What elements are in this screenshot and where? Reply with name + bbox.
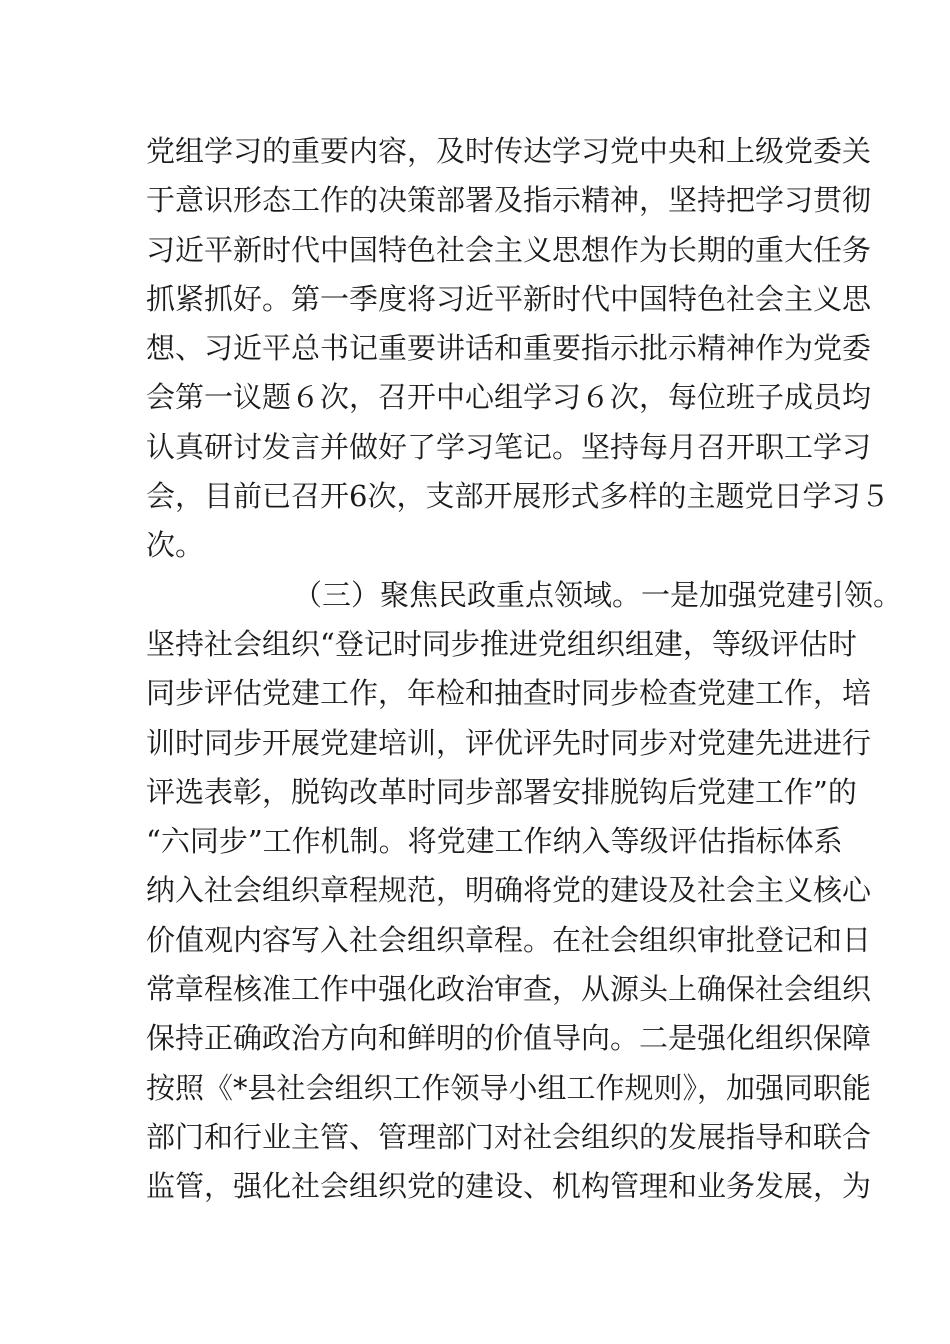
- section-heading-line: （三）聚焦民政重点领域。一是加强党建引领。: [293, 577, 903, 612]
- text-line: 训时同步开展党建培训，评优评先时同步对党建先进进行: [146, 725, 872, 760]
- text-line: 价值观内容写入社会组织章程。在社会组织审批登记和日: [146, 922, 872, 957]
- text-line: 会，目前已召开6次，支部开展形式多样的主题党日学习５: [146, 479, 890, 514]
- text-line: 同步评估党建工作，年检和抽查时同步检查党建工作，培: [146, 676, 872, 711]
- text-line: 按照《*县社会组织工作领导小组工作规则》，加强同职能: [146, 1070, 872, 1105]
- paragraph-section-three: [146, 571, 903, 1212]
- text-line: 于意识形态工作的决策部署及指示精神，坚持把学习贯彻: [146, 183, 872, 218]
- text-line: 常章程核准工作中强化政治审查，从源头上确保社会组织: [146, 972, 872, 1007]
- text-line: 党组学习的重要内容，及时传达学习党中央和上级党委关: [146, 134, 872, 168]
- text-line: “六同步”工作机制。将党建工作纳入等级评估指标体系: [146, 824, 843, 859]
- text-line: 抓紧抓好。第一季度将习近平新时代中国特色社会主义思: [146, 281, 872, 316]
- text-line: 坚持社会组织“登记时同步推进党组织组建，等级评估时: [146, 626, 857, 661]
- paragraph-study-summary: [146, 127, 890, 571]
- text-line: 评选表彰，脱钩改革时同步部署安排脱钩后党建工作”的: [146, 774, 857, 809]
- text-line: 认真研讨发言并做好了学习笔记。坚持每月召开职工学习: [146, 429, 872, 464]
- text-line: 次。: [146, 528, 205, 563]
- text-line: 想、习近平总书记重要讲话和重要指示批示精神作为党委: [146, 331, 872, 366]
- text-line: 保持正确政治方向和鲜明的价值导向。二是强化组织保障: [146, 1021, 872, 1056]
- text-line: 纳入社会组织章程规范，明确将党的建设及社会主义核心: [146, 873, 872, 908]
- document-body: [146, 127, 903, 1212]
- text-line: 会第一议题６次，召开中心组学习６次，每位班子成员均: [146, 380, 872, 415]
- text-line: 监管，强化社会组织党的建设、机构管理和业务发展，为: [146, 1169, 872, 1204]
- text-line: 习近平新时代中国特色社会主义思想作为长期的重大任务: [146, 232, 872, 267]
- text-line: 部门和行业主管、管理部门对社会组织的发展指导和联合: [146, 1119, 872, 1154]
